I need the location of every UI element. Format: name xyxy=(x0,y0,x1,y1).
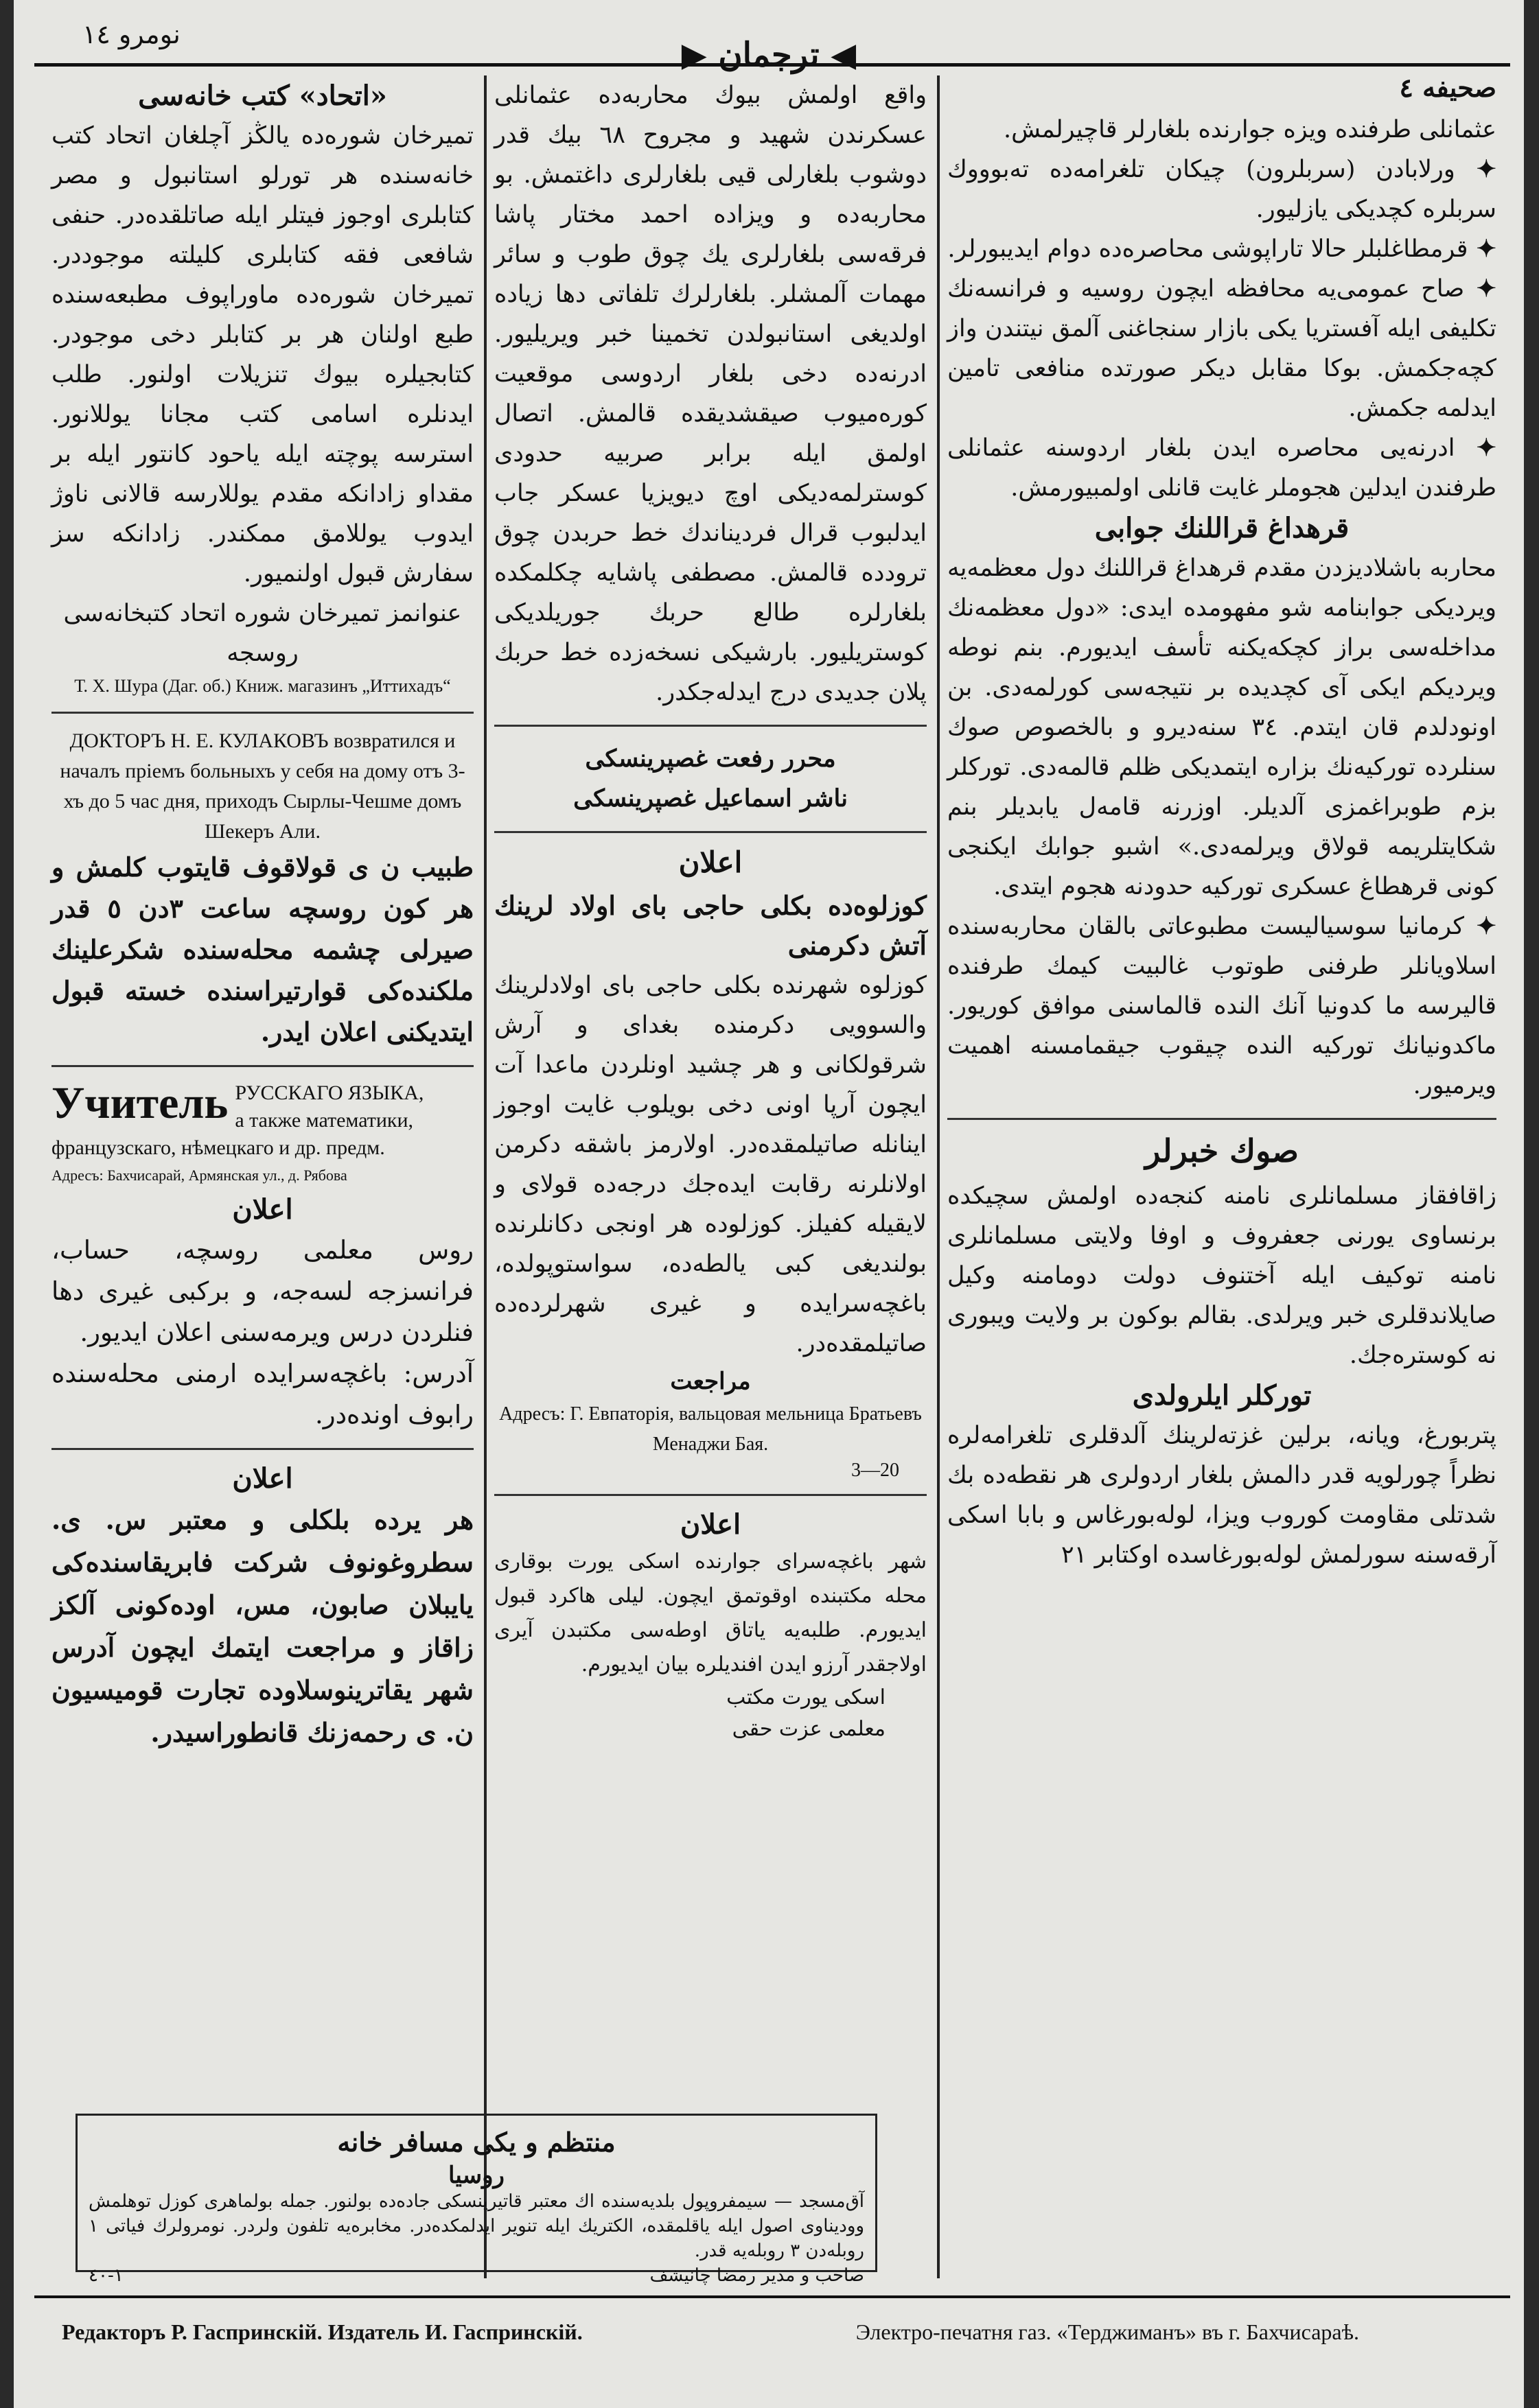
page-label: صحيفه ٤ xyxy=(1399,72,1496,103)
left-ornament-icon: ◀ xyxy=(831,36,857,74)
right-ornament-icon: ▶ xyxy=(681,36,707,74)
footer-rule xyxy=(34,2295,1510,2298)
doctor-ad-ru: ДОКТОРЪ Н. Е. КУЛАКОВЪ возвратился и началъ пріемъ больныхъ у себя на дому отъ 3-хъ до 5 час дня, приходъ Сырлы-Чешме домъ Шекеръ Али. xyxy=(60,729,465,843)
school-signature-1: اسكى يورت مكتب xyxy=(726,1685,886,1709)
right-news-top: عثمانلى طرفنده ويزه جوارنده بلغارلر قاچيرلمش. xyxy=(1003,116,1496,143)
divider xyxy=(51,1448,474,1450)
news-item-4-text: ادرنه‌يى محاصره ايدن بلغار اردوسنه عثمانلى طرفندن ايدلين هجوملر غايت قانلى اولمبيورمش. xyxy=(947,434,1496,502)
hotel-issue: ١-٤٠ xyxy=(89,2265,124,2286)
footer-printer: Электро-печатня газ. «Терджиманъ» въ г. Бахчисараѣ. xyxy=(855,2319,1359,2344)
news-item-3 xyxy=(947,269,1496,428)
diamond-bullet-icon: ✦ xyxy=(1464,912,1497,940)
divider xyxy=(51,712,474,714)
turks-heading: توركلر ايلرولدى xyxy=(1132,1379,1312,1412)
teacher-ad-ru xyxy=(51,1079,474,1189)
hotel-subheading: روسيا xyxy=(448,2162,505,2189)
newspaper-page xyxy=(14,0,1524,2408)
title-text: ترجمان xyxy=(718,36,820,74)
mill-issue: 3—20 xyxy=(851,1460,899,1481)
left-column xyxy=(51,75,474,2189)
publisher-line: ناشر اسماعيل غصپرينسكى xyxy=(573,784,848,813)
news-item-3-text: صاح عمومى‌يه محافظه ايچون روسيه و فرانسه‌نك تكليفى ايله آفستريا يكى بازار سنجاغنى آلمق نيتندن واز كچه‌جكمش. بوكا مقابل ديكر صورتده منافعى تامين ايدلمه جكمش. xyxy=(947,275,1496,422)
news-item-2 xyxy=(947,229,1496,269)
ittihad-body: تميرخان شوره‌ده يالڭز آچلغان اتحاد كتب خانه‌سنده هر تورلو استانبول و مصر كتابلرى اوجوز فيتلر ايله صاتلقده‌در. حنفى شافعى فقه كتابلرى كليلته موجوددر. تميرخان شوره‌ده ماوراپوف مطبعه‌سنده طبع اولنان هر بر كتابلر دخى موجودر. كتابجيلره بيوك تنزيلات اولنور. طلب ايدنلره اسامى كتب مجانا يوللانور. استرسه پوچته ايله ياحود كانتور ايله بر مقداو زادانكه مقدم يوللارسه قالانى ناوژ ايدوب يوللامق ممكندر. زادانكه سز سفارش قبول اولنميور. xyxy=(51,122,474,587)
teacher-ad-ar: روس معلمى روسچه، حساب، فرانسزجه لسه‌جه، و بركبى غيرى دها فنلردن درس ويرمه‌سنى اعلان ايديور. xyxy=(51,1235,474,1347)
news-item-2-text: قرمطاغلبلر حالا تاراپوشى محاصره‌ده دوام ايديبورلر. xyxy=(947,235,1468,263)
teacher-address-ru: Адресъ: Бахчисарай, Армянская ул., д. Рябова xyxy=(51,1167,347,1184)
teacher-line-3: французскаго, нѣмецкаго и др. предм. xyxy=(51,1136,385,1159)
middle-column xyxy=(494,75,927,2107)
teacher-address-ar: آدرس: باغچه‌سرايده ارمنى محله‌سنده رابوف اونده‌در. xyxy=(51,1359,474,1429)
hotel-ad-box xyxy=(76,2114,877,2286)
latest-news-body: زاقافقاز مسلمانلرى نامنه كنجه‌ده اولمش سچيكده برنساوى يورنى جعفروف و اوفا ولايتى مسلمانلرى نامنه توكيف ايله آختنوف دولت دومامنه وكيل صايلاندقلرى خبر ويرلدى. بقالم بوكون بر ولايت ويبورى نه كوسترەجك. xyxy=(947,1182,1496,1369)
doctor-ad-ar: طبيب ن ى قولاقوف قايتوب كلمش و هر كون روسچه ساعت ٣دن ٥ قدر صيرلى چشمه محله‌سنده شكرعلينك ملكنده‌كى قوارتيراسنده خسته قبول ايتديكنى اعلان ايدر. xyxy=(51,852,474,1047)
diamond-bullet-icon: ✦ xyxy=(1455,434,1496,462)
issue-number: نومرو ١٤ xyxy=(82,19,181,49)
news-item-5-text: كرمانيا سوسياليست مطبوعاتى بالقان محاربه‌سنده اسلاويانلر طرفنى طوتوب غالبيت كيمك طرفنده قاليرسه ما كدونيا آنك النده قالماسنى موافق كوريور. ماكدونيانك توركيه النده چيقوب جيقمامسنه اهميت ويرميور. xyxy=(947,913,1496,1099)
divider xyxy=(51,1065,474,1067)
column-divider xyxy=(937,75,940,2278)
divider xyxy=(494,725,927,727)
soap-ad-heading: اعلان xyxy=(232,1462,293,1495)
soap-ad-body: هر يرده بلكلى و معتبر س. ى. سطروغونوف شركت فابريقاسنده‌كى يايبلان صابون، مس، اوده‌كونى آلكز زاقاز و مراجعت ايتمك ايچون آدرس شهر يقاترينوسلاوده تجارت قوميسيون ن. ى رحمه‌زنك قانطوراسيدر. xyxy=(51,1504,474,1748)
teacher-line-1: РУССКАГО ЯЗЫКА, xyxy=(235,1082,424,1104)
news-item-5 xyxy=(947,907,1496,1106)
ittihad-heading: «اتحاد» كتب خانه‌سى xyxy=(138,80,387,112)
teacher-title: Учитель xyxy=(51,1078,229,1128)
hotel-body: آق‌مسجد — سيمفروپول بلديه‌سنده اك معتبر قاتيرينسكى جاده‌ده بولنور. جمله بولماهرى كوزل توهلمش ووديناوى اصول ايله ياقلمقده، الكتريك ايله تنوير ايدلمكده‌در. مخابره‌يه تلفون ولردر. نومرولرك فياتى ١ روبله‌دن ٣ روبله‌يه قدر. xyxy=(89,2191,864,2261)
turks-body: پتربورغ، ويانه، برلين غزته‌لرينك آلدقلرى تلغرامه‌لره نظراً چورلويه قدر دالمش بلغار اردولرى هر نقطه‌ده بك شدتلى مقاومت كوروب ويزا، لوله‌بورغاس و بابا اسكى آرقه‌سنه سورلمش لوله‌بورغاسده اوكتابر ٢١ xyxy=(947,1422,1496,1569)
ilan-heading: اعلان xyxy=(678,845,743,879)
war-news-body: واقع اولمش بيوك محاربه‌ده عثمانلى عسكرندن شهيد و مجروح ٦٨ بيك قدر دوشوب بلغارلى قيى بلغارلرى داغتمش. بو محاربه‌ده و ويزاده احمد مختار پاشا فرقه‌سى بلغارلرى يك چوق طوب و سائر مهمات آلمشلر. بلغارلرك تلفاتى دها زياده اولديغى استانبولدن تخمينا خبر ويريليور. ادرنه‌ده دخى بلغار اردوسى موقعيت كوره‌ميوب صيقشديقده قالمش. اتصال اولمق ايله برابر صربيه حدودى كوسترلمه‌ديكى اوچ ديويزيا عسكر جاب ايدلبوب قرال فرديناندك خط حربدن چوق ترودده قالمش. مصطفى پاشايه چكلمكده بلغارلره طالع حربك جوريلديكى كوستريليور. بارشيكى نسخه‌زده خط حربك پلان جديدى درج ايدله‌جكدر. xyxy=(494,82,927,706)
school-ad-body: شهر باغچه‌سراى جوارنده اسكى يورت بوقارى محله مكتبنده اوقوتمق ايچون. ليلى هاكرد قبول ايديورم. طلبه‌يه ياتاق اوطه‌سى مكتبدن آيرى اولاجقدر آرزو ايدن افنديلره بيان ايديورم. xyxy=(494,1550,927,1676)
diamond-bullet-icon: ✦ xyxy=(1464,274,1496,303)
footer-editor: Редакторъ Р. Гаспринскій. Издатель И. Гаспринскій. xyxy=(62,2319,583,2344)
ittihad-address-ar: عنوانمز تميرخان شوره اتحاد كتبخانه‌سى روسجه xyxy=(63,600,462,667)
mill-address-ru: Адресъ: Г. Евпаторія, вальцовая мельница Братьевъ Менаджи Бая. xyxy=(499,1403,922,1455)
editor-line: محرر رفعت غصپرينسكى xyxy=(585,745,836,773)
teacher-ilan: اعلان xyxy=(232,1193,293,1226)
column-divider xyxy=(484,75,487,2278)
news-item-1 xyxy=(947,150,1496,229)
hotel-owner: صاحب و مدير رمضا چانيشف xyxy=(649,2265,864,2286)
hotel-owner-line xyxy=(89,2263,864,2288)
divider xyxy=(494,831,927,833)
mill-ad-body: كوزلوه شهرنده بكلى حاجى باى اولادلرينك والسوويى دكرمنده بغداى و آرش شرقولكانى و هر چشيد اونلردن ماعدا آت ايچون آرپا اونى دخى بويلوب غايت اوجوز اينانله صاتيلمقده‌در. اولارمز باشقه دكرمن اولانلرنه رقابت ايده‌جك درجه‌ده قولاى و لايقيله كفيلز. كوزلوده هر اونجى دكانلرنده بولنديغى كبى يالطه‌ده، سواستوپولده، باغچه‌سرايده و غيرى شهرلرده‌ده صاتيلمقده‌در. xyxy=(494,972,927,1357)
news-item-1-text: ورلابادن (سربلرون) چيكان تلغرامه‌ده ته‌بوووك سربلره كچديكى يازليور. xyxy=(947,156,1496,223)
diamond-bullet-icon: ✦ xyxy=(1468,235,1496,263)
divider xyxy=(494,1494,927,1496)
diamond-bullet-icon: ✦ xyxy=(1455,155,1496,183)
news-item-4 xyxy=(947,428,1496,508)
ittihad-address-ru: Т. Х. Шура (Даг. об.) Книж. магазинъ „Иттихадъ“ xyxy=(74,676,451,696)
school-signature-2: معلمى عزت حقى xyxy=(732,1717,886,1741)
karadag-heading: قرهداغ قراللنك جوابى xyxy=(1094,512,1350,544)
hotel-heading: منتظم و يكى مسافر خانه xyxy=(337,2127,616,2158)
footer xyxy=(62,2319,1496,2361)
teacher-line-2: а также математики, xyxy=(235,1109,414,1132)
masthead xyxy=(34,14,1510,79)
divider xyxy=(947,1118,1496,1120)
mill-ad-heading: كوزلوه‌ده بكلى حاجى باى اولاد لرينك آتش دكرمنى xyxy=(494,890,927,961)
masthead-rule xyxy=(34,63,1510,67)
latest-news-heading: صوك خبرلر xyxy=(1145,1132,1299,1169)
mill-contact-label: مراجعت xyxy=(670,1368,751,1395)
karadag-body: محاربه باشلاديزدن مقدم قرهداغ قراللنك دول معظمه‌يه ويرديكى جوابنامه شو مفهومده ايدى: «دول معظمه‌نك مداخله‌سى براز كچكه‌يكنه تأسف ايديورم. بنم نوطه ويرديكم ايكى آى كچديده بر نتيجه‌سى كورلمه‌دى. بن اونودلدم قان ايتدم. ٣٤ سنه‌ديرو و بالخصوص صوك سنلرده توركيه‌نك بزاره ايتمديكى ظلم قالمه‌دى. توركلر بزم طوبراغمزى آلديلر. اوزرنه قامەل يابديلر بنم شكايتلريمه قولاق ويرلمه‌دى.» اشبو جوابك ايكنجى كونى قرهطاغ عسكرى توركيه حدودنه هجوم ايتدى. xyxy=(947,554,1496,900)
newspaper-title xyxy=(652,36,886,74)
school-ad-heading: اعلان xyxy=(680,1508,741,1541)
right-column xyxy=(947,110,1496,2292)
